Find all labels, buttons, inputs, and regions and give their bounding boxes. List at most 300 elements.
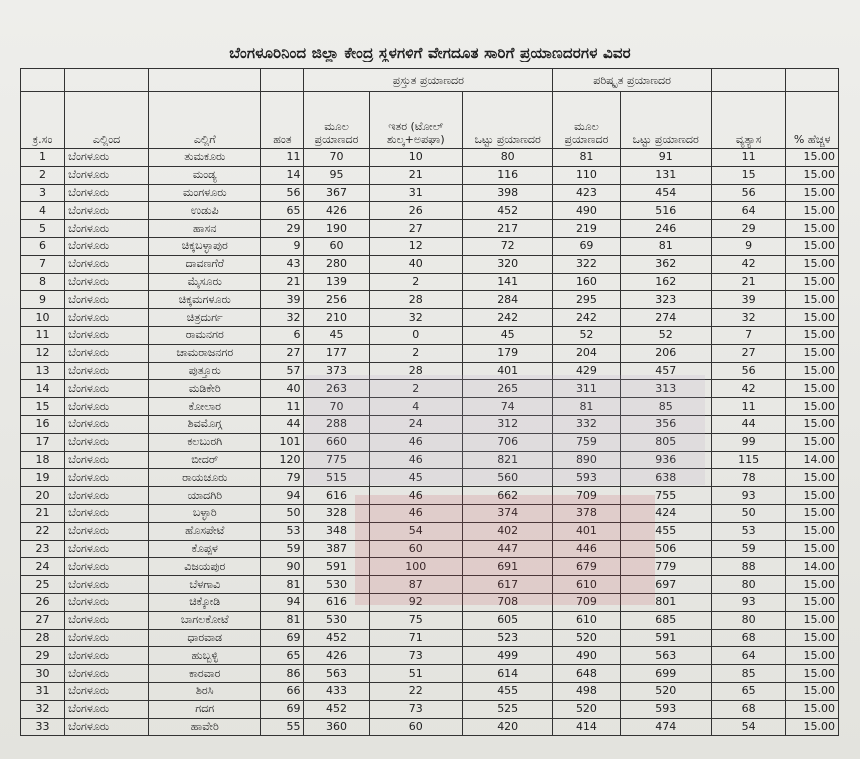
cell-revised-base-fare: 110 (553, 166, 620, 184)
cell-revised-base-fare: 160 (553, 273, 620, 291)
cell-percent-increase: 15.00 (786, 380, 839, 398)
cell-base-fare: 45 (304, 326, 369, 344)
cell-from: ಬೆಂಗಳೂರು (65, 665, 149, 683)
cell-total-fare: 447 (463, 540, 553, 558)
cell-stage: 90 (261, 558, 304, 576)
cell-percent-increase: 15.00 (786, 326, 839, 344)
cell-sno: 8 (21, 273, 65, 291)
cell-stage: 50 (261, 504, 304, 522)
cell-difference: 99 (711, 433, 786, 451)
cell-percent-increase: 15.00 (786, 202, 839, 220)
cell-revised-total-fare: 801 (620, 593, 711, 611)
cell-revised-base-fare: 759 (553, 433, 620, 451)
table-row (21, 647, 839, 665)
cell-stage: 55 (261, 718, 304, 736)
cell-other-charges: 46 (369, 487, 462, 505)
cell-percent-increase: 15.00 (786, 469, 839, 487)
cell-percent-increase: 15.00 (786, 362, 839, 380)
cell-revised-total-fare: 91 (620, 149, 711, 167)
cell-other-charges: 40 (369, 255, 462, 273)
header-blank (711, 69, 786, 92)
cell-total-fare: 691 (463, 558, 553, 576)
cell-revised-base-fare: 890 (553, 451, 620, 469)
cell-total-fare: 74 (463, 398, 553, 416)
cell-to: ಬಾಗಲಕೋಟೆ (149, 611, 261, 629)
cell-to: ಹೊಸಪೇಟೆ (149, 522, 261, 540)
cell-to: ಮೈಸೂರು (149, 273, 261, 291)
table-row (21, 433, 839, 451)
cell-sno: 7 (21, 255, 65, 273)
cell-total-fare: 80 (463, 149, 553, 167)
table-row (21, 629, 839, 647)
cell-revised-base-fare: 490 (553, 202, 620, 220)
cell-percent-increase: 15.00 (786, 309, 839, 327)
table-row (21, 593, 839, 611)
cell-revised-base-fare: 81 (553, 398, 620, 416)
cell-revised-total-fare: 246 (620, 220, 711, 238)
cell-total-fare: 116 (463, 166, 553, 184)
cell-revised-total-fare: 520 (620, 682, 711, 700)
cell-stage: 29 (261, 220, 304, 238)
cell-other-charges: 32 (369, 309, 462, 327)
header-current-fare-group: ಪ್ರಸ್ತುತ ಪ್ರಯಾಣದರ (304, 69, 553, 92)
cell-percent-increase: 15.00 (786, 166, 839, 184)
cell-sno: 18 (21, 451, 65, 469)
table-row (21, 344, 839, 362)
cell-to: ರಾಯಚೂರು (149, 469, 261, 487)
cell-sno: 13 (21, 362, 65, 380)
cell-from: ಬೆಂಗಳೂರು (65, 451, 149, 469)
cell-percent-increase: 15.00 (786, 718, 839, 736)
cell-base-fare: 177 (304, 344, 369, 362)
cell-to: ಬಳ್ಳಾರಿ (149, 504, 261, 522)
cell-difference: 29 (711, 220, 786, 238)
table-row (21, 380, 839, 398)
cell-base-fare: 280 (304, 255, 369, 273)
cell-sno: 19 (21, 469, 65, 487)
cell-stage: 32 (261, 309, 304, 327)
cell-difference: 78 (711, 469, 786, 487)
cell-percent-increase: 15.00 (786, 184, 839, 202)
cell-sno: 3 (21, 184, 65, 202)
cell-sno: 17 (21, 433, 65, 451)
cell-total-fare: 320 (463, 255, 553, 273)
cell-from: ಬೆಂಗಳೂರು (65, 291, 149, 309)
cell-revised-base-fare: 490 (553, 647, 620, 665)
table-row (21, 558, 839, 576)
table-row (21, 291, 839, 309)
cell-from: ಬೆಂಗಳೂರು (65, 344, 149, 362)
cell-total-fare: 420 (463, 718, 553, 736)
cell-total-fare: 662 (463, 487, 553, 505)
cell-percent-increase: 15.00 (786, 647, 839, 665)
cell-percent-increase: 15.00 (786, 220, 839, 238)
cell-sno: 15 (21, 398, 65, 416)
cell-base-fare: 70 (304, 149, 369, 167)
cell-revised-total-fare: 506 (620, 540, 711, 558)
cell-from: ಬೆಂಗಳೂರು (65, 149, 149, 167)
cell-base-fare: 288 (304, 415, 369, 433)
cell-difference: 42 (711, 380, 786, 398)
cell-sno: 22 (21, 522, 65, 540)
cell-stage: 9 (261, 237, 304, 255)
cell-sno: 30 (21, 665, 65, 683)
cell-base-fare: 591 (304, 558, 369, 576)
cell-stage: 57 (261, 362, 304, 380)
cell-sno: 6 (21, 237, 65, 255)
cell-total-fare: 821 (463, 451, 553, 469)
cell-other-charges: 26 (369, 202, 462, 220)
cell-other-charges: 92 (369, 593, 462, 611)
cell-from: ಬೆಂಗಳೂರು (65, 255, 149, 273)
header-from: ಎಲ್ಲಿಂದ (65, 92, 149, 149)
cell-total-fare: 560 (463, 469, 553, 487)
cell-other-charges: 60 (369, 540, 462, 558)
cell-percent-increase: 15.00 (786, 487, 839, 505)
cell-from: ಬೆಂಗಳೂರು (65, 415, 149, 433)
cell-sno: 31 (21, 682, 65, 700)
header-blank (786, 69, 839, 92)
cell-to: ಹುಬ್ಬಳ್ಳಿ (149, 647, 261, 665)
cell-revised-base-fare: 242 (553, 309, 620, 327)
cell-base-fare: 95 (304, 166, 369, 184)
cell-difference: 80 (711, 576, 786, 594)
cell-from: ಬೆಂಗಳೂರು (65, 469, 149, 487)
cell-to: ಧಾರವಾಡ (149, 629, 261, 647)
cell-to: ರಾಮನಗರ (149, 326, 261, 344)
table-row (21, 273, 839, 291)
cell-stage: 94 (261, 487, 304, 505)
cell-stage: 66 (261, 682, 304, 700)
cell-difference: 93 (711, 593, 786, 611)
cell-total-fare: 179 (463, 344, 553, 362)
cell-stage: 120 (261, 451, 304, 469)
cell-revised-total-fare: 516 (620, 202, 711, 220)
cell-total-fare: 525 (463, 700, 553, 718)
cell-total-fare: 708 (463, 593, 553, 611)
cell-revised-total-fare: 593 (620, 700, 711, 718)
table-header (21, 69, 839, 149)
cell-revised-base-fare: 446 (553, 540, 620, 558)
cell-revised-total-fare: 699 (620, 665, 711, 683)
cell-other-charges: 45 (369, 469, 462, 487)
cell-other-charges: 75 (369, 611, 462, 629)
cell-total-fare: 402 (463, 522, 553, 540)
cell-stage: 27 (261, 344, 304, 362)
cell-difference: 39 (711, 291, 786, 309)
header-stage: ಹಂತ (261, 92, 304, 149)
cell-base-fare: 367 (304, 184, 369, 202)
cell-percent-increase: 15.00 (786, 415, 839, 433)
table-row (21, 487, 839, 505)
cell-base-fare: 563 (304, 665, 369, 683)
cell-from: ಬೆಂಗಳೂರು (65, 237, 149, 255)
header-sno: ಕ್ರ.ಸಂ (21, 92, 65, 149)
cell-stage: 59 (261, 540, 304, 558)
cell-sno: 14 (21, 380, 65, 398)
cell-revised-total-fare: 685 (620, 611, 711, 629)
cell-base-fare: 660 (304, 433, 369, 451)
cell-revised-total-fare: 638 (620, 469, 711, 487)
cell-percent-increase: 15.00 (786, 255, 839, 273)
cell-revised-base-fare: 414 (553, 718, 620, 736)
cell-revised-base-fare: 219 (553, 220, 620, 238)
table-row (21, 540, 839, 558)
cell-difference: 56 (711, 184, 786, 202)
cell-revised-total-fare: 474 (620, 718, 711, 736)
cell-from: ಬೆಂಗಳೂರು (65, 593, 149, 611)
cell-revised-base-fare: 401 (553, 522, 620, 540)
cell-other-charges: 46 (369, 433, 462, 451)
cell-stage: 81 (261, 611, 304, 629)
cell-difference: 42 (711, 255, 786, 273)
cell-to: ಚಿಕ್ಕಮಗಳೂರು (149, 291, 261, 309)
table-row (21, 504, 839, 522)
cell-difference: 50 (711, 504, 786, 522)
cell-percent-increase: 15.00 (786, 611, 839, 629)
table-row (21, 682, 839, 700)
cell-revised-base-fare: 295 (553, 291, 620, 309)
cell-to: ಚಿಕ್ಕಬಳ್ಳಾಪುರ (149, 237, 261, 255)
cell-difference: 93 (711, 487, 786, 505)
cell-base-fare: 515 (304, 469, 369, 487)
cell-stage: 53 (261, 522, 304, 540)
cell-percent-increase: 15.00 (786, 629, 839, 647)
cell-difference: 88 (711, 558, 786, 576)
cell-revised-base-fare: 648 (553, 665, 620, 683)
cell-revised-total-fare: 779 (620, 558, 711, 576)
cell-percent-increase: 14.00 (786, 451, 839, 469)
cell-base-fare: 373 (304, 362, 369, 380)
cell-to: ಯಾದಗಿರಿ (149, 487, 261, 505)
cell-other-charges: 4 (369, 398, 462, 416)
table-row (21, 202, 839, 220)
cell-percent-increase: 14.00 (786, 558, 839, 576)
cell-stage: 65 (261, 647, 304, 665)
table-row (21, 451, 839, 469)
cell-percent-increase: 15.00 (786, 149, 839, 167)
cell-stage: 43 (261, 255, 304, 273)
cell-revised-base-fare: 520 (553, 629, 620, 647)
cell-base-fare: 616 (304, 593, 369, 611)
cell-stage: 39 (261, 291, 304, 309)
cell-other-charges: 46 (369, 504, 462, 522)
cell-base-fare: 433 (304, 682, 369, 700)
cell-revised-base-fare: 593 (553, 469, 620, 487)
cell-sno: 16 (21, 415, 65, 433)
cell-percent-increase: 15.00 (786, 237, 839, 255)
header-blank (149, 69, 261, 92)
cell-difference: 56 (711, 362, 786, 380)
cell-difference: 11 (711, 398, 786, 416)
cell-total-fare: 614 (463, 665, 553, 683)
cell-stage: 40 (261, 380, 304, 398)
cell-revised-total-fare: 323 (620, 291, 711, 309)
cell-to: ಬೆಳಗಾವಿ (149, 576, 261, 594)
cell-percent-increase: 15.00 (786, 522, 839, 540)
cell-difference: 15 (711, 166, 786, 184)
cell-to: ಉಡುಪಿ (149, 202, 261, 220)
cell-base-fare: 256 (304, 291, 369, 309)
cell-other-charges: 10 (369, 149, 462, 167)
table-row (21, 184, 839, 202)
cell-stage: 56 (261, 184, 304, 202)
cell-to: ದಾವಣಗೆರೆ (149, 255, 261, 273)
cell-from: ಬೆಂಗಳೂರು (65, 273, 149, 291)
cell-to: ಕಾರವಾರ (149, 665, 261, 683)
cell-sno: 4 (21, 202, 65, 220)
cell-total-fare: 45 (463, 326, 553, 344)
cell-total-fare: 455 (463, 682, 553, 700)
cell-to: ಪುತ್ತೂರು (149, 362, 261, 380)
cell-revised-base-fare: 429 (553, 362, 620, 380)
cell-base-fare: 452 (304, 700, 369, 718)
cell-from: ಬೆಂಗಳೂರು (65, 166, 149, 184)
cell-base-fare: 70 (304, 398, 369, 416)
page-title: ಬೆಂಗಳೂರಿನಿಂದ ಜಿಲ್ಲಾ ಕೇಂದ್ರ ಸ್ಥಳಗಳಿಗೆ ವೇಗದೂತ ಸಾರಿಗೆ ಪ್ರಯಾಣದರಗಳ ವಿವರ (229, 44, 631, 62)
cell-difference: 54 (711, 718, 786, 736)
cell-to: ಕಲಬುರಗಿ (149, 433, 261, 451)
cell-to: ಹಾವೇರಿ (149, 718, 261, 736)
cell-stage: 101 (261, 433, 304, 451)
cell-from: ಬೆಂಗಳೂರು (65, 433, 149, 451)
cell-revised-base-fare: 81 (553, 149, 620, 167)
cell-sno: 21 (21, 504, 65, 522)
cell-revised-total-fare: 455 (620, 522, 711, 540)
cell-difference: 27 (711, 344, 786, 362)
cell-other-charges: 73 (369, 647, 462, 665)
cell-other-charges: 0 (369, 326, 462, 344)
cell-total-fare: 141 (463, 273, 553, 291)
cell-from: ಬೆಂಗಳೂರು (65, 362, 149, 380)
cell-revised-base-fare: 311 (553, 380, 620, 398)
table-row (21, 309, 839, 327)
cell-revised-total-fare: 805 (620, 433, 711, 451)
cell-from: ಬೆಂಗಳೂರು (65, 558, 149, 576)
cell-other-charges: 87 (369, 576, 462, 594)
cell-to: ಮಡಿಕೇರಿ (149, 380, 261, 398)
cell-sno: 23 (21, 540, 65, 558)
cell-sno: 20 (21, 487, 65, 505)
cell-difference: 59 (711, 540, 786, 558)
cell-sno: 24 (21, 558, 65, 576)
cell-sno: 10 (21, 309, 65, 327)
cell-from: ಬೆಂಗಳೂರು (65, 700, 149, 718)
cell-revised-base-fare: 423 (553, 184, 620, 202)
cell-from: ಬೆಂಗಳೂರು (65, 629, 149, 647)
cell-other-charges: 60 (369, 718, 462, 736)
cell-other-charges: 71 (369, 629, 462, 647)
cell-revised-total-fare: 274 (620, 309, 711, 327)
cell-base-fare: 387 (304, 540, 369, 558)
table-row (21, 718, 839, 736)
cell-revised-total-fare: 591 (620, 629, 711, 647)
cell-to: ಚಿಕ್ಕೋಡಿ (149, 593, 261, 611)
cell-sno: 32 (21, 700, 65, 718)
cell-other-charges: 51 (369, 665, 462, 683)
cell-revised-base-fare: 610 (553, 576, 620, 594)
cell-difference: 64 (711, 202, 786, 220)
cell-to: ವಿಜಯಪುರ (149, 558, 261, 576)
table-row (21, 398, 839, 416)
cell-total-fare: 523 (463, 629, 553, 647)
cell-revised-base-fare: 204 (553, 344, 620, 362)
cell-difference: 68 (711, 700, 786, 718)
cell-other-charges: 22 (369, 682, 462, 700)
cell-revised-total-fare: 162 (620, 273, 711, 291)
cell-total-fare: 398 (463, 184, 553, 202)
cell-base-fare: 426 (304, 647, 369, 665)
cell-to: ಚಿತ್ರದುರ್ಗ (149, 309, 261, 327)
cell-revised-total-fare: 313 (620, 380, 711, 398)
cell-other-charges: 100 (369, 558, 462, 576)
cell-revised-base-fare: 378 (553, 504, 620, 522)
cell-base-fare: 530 (304, 611, 369, 629)
cell-to: ಕೋಲಾರ (149, 398, 261, 416)
table-body (21, 149, 839, 736)
cell-revised-total-fare: 206 (620, 344, 711, 362)
cell-revised-base-fare: 498 (553, 682, 620, 700)
table-row (21, 362, 839, 380)
cell-revised-base-fare: 520 (553, 700, 620, 718)
cell-sno: 25 (21, 576, 65, 594)
cell-percent-increase: 15.00 (786, 576, 839, 594)
cell-sno: 12 (21, 344, 65, 362)
cell-difference: 65 (711, 682, 786, 700)
cell-percent-increase: 15.00 (786, 682, 839, 700)
cell-other-charges: 2 (369, 344, 462, 362)
cell-from: ಬೆಂಗಳೂರು (65, 487, 149, 505)
cell-other-charges: 31 (369, 184, 462, 202)
cell-to: ಹಾಸನ (149, 220, 261, 238)
cell-total-fare: 284 (463, 291, 553, 309)
cell-sno: 9 (21, 291, 65, 309)
cell-difference: 85 (711, 665, 786, 683)
cell-from: ಬೆಂಗಳೂರು (65, 682, 149, 700)
cell-difference: 68 (711, 629, 786, 647)
cell-base-fare: 263 (304, 380, 369, 398)
table-row (21, 237, 839, 255)
fare-table (20, 68, 839, 736)
cell-total-fare: 401 (463, 362, 553, 380)
cell-to: ತುಮಕೂರು (149, 149, 261, 167)
cell-stage: 86 (261, 665, 304, 683)
cell-from: ಬೆಂಗಳೂರು (65, 718, 149, 736)
header-total-fare: ಒಟ್ಟು ಪ್ರಯಾಣದರ (463, 92, 553, 149)
cell-to: ಕೊಪ್ಪಳ (149, 540, 261, 558)
cell-from: ಬೆಂಗಳೂರು (65, 380, 149, 398)
cell-revised-base-fare: 679 (553, 558, 620, 576)
cell-other-charges: 73 (369, 700, 462, 718)
table-row (21, 149, 839, 167)
cell-stage: 11 (261, 149, 304, 167)
cell-other-charges: 2 (369, 380, 462, 398)
cell-sno: 33 (21, 718, 65, 736)
cell-percent-increase: 15.00 (786, 593, 839, 611)
cell-difference: 9 (711, 237, 786, 255)
cell-to: ಚಾಮರಾಜನಗರ (149, 344, 261, 362)
cell-from: ಬೆಂಗಳೂರು (65, 504, 149, 522)
cell-total-fare: 265 (463, 380, 553, 398)
cell-revised-total-fare: 563 (620, 647, 711, 665)
table-row (21, 220, 839, 238)
cell-other-charges: 54 (369, 522, 462, 540)
cell-stage: 6 (261, 326, 304, 344)
cell-other-charges: 28 (369, 291, 462, 309)
cell-to: ಶಿರಸಿ (149, 682, 261, 700)
cell-percent-increase: 15.00 (786, 540, 839, 558)
cell-difference: 21 (711, 273, 786, 291)
